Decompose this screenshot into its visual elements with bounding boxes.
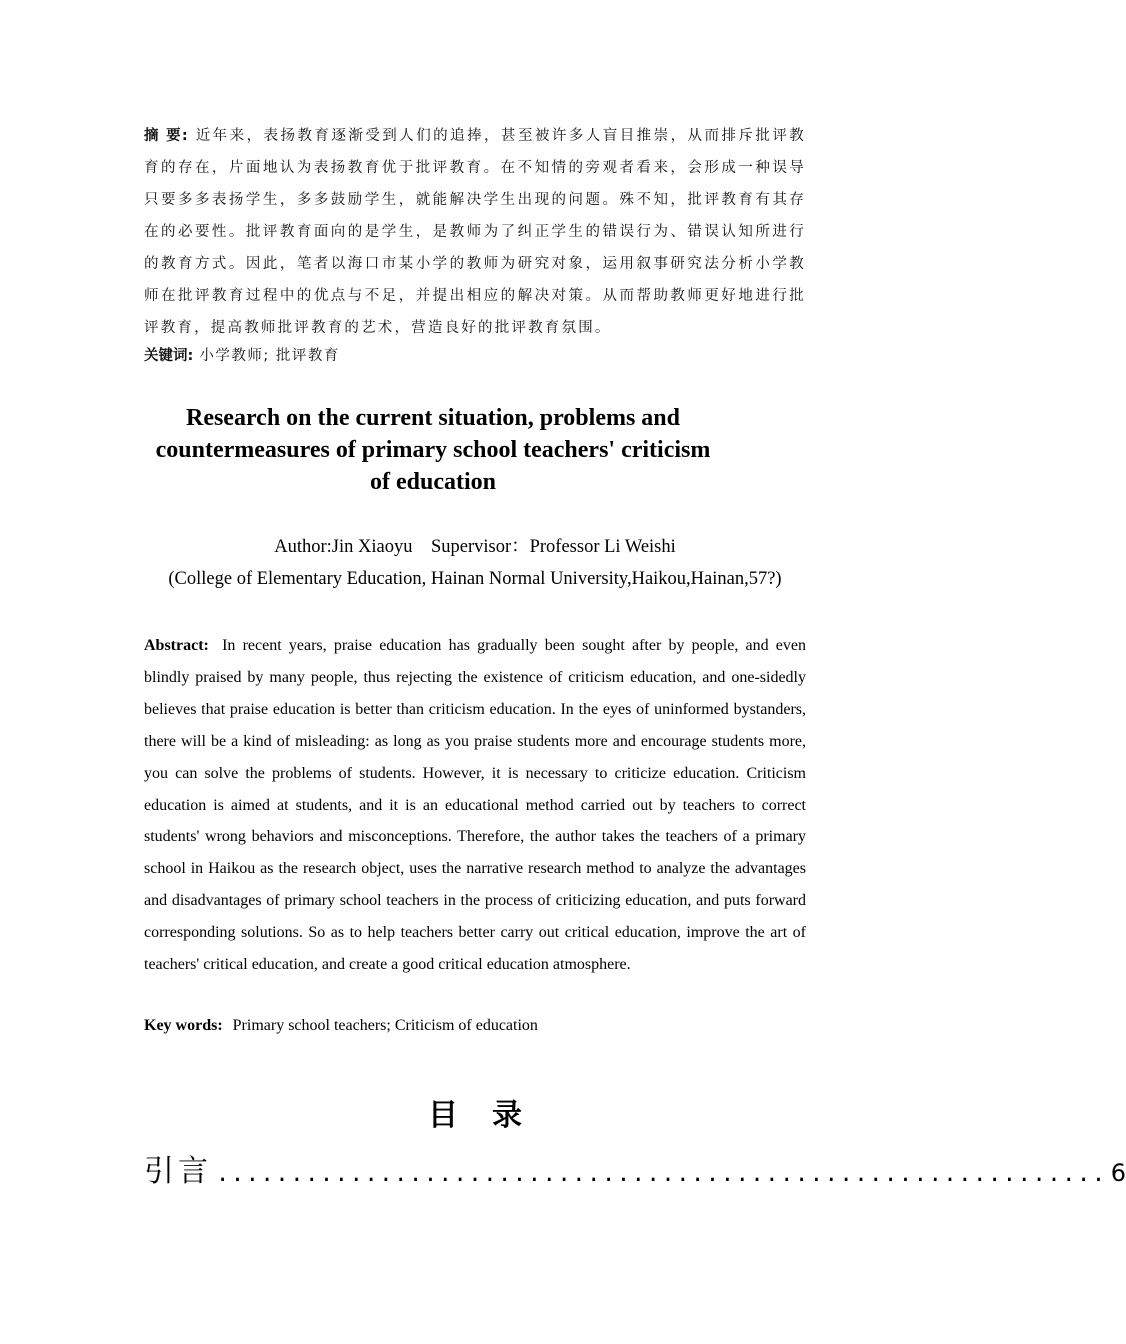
toc-entry-title[interactable]: 引言 xyxy=(144,1154,212,1189)
author-line: Author:Jin Xiaoyu Supervisor：Professor Li Weishi xyxy=(274,537,676,557)
chinese-keywords xyxy=(144,342,806,370)
affiliation: (College of Elementary Education, Hainan Normal University,Haikou,Hainan,57?) xyxy=(168,569,782,589)
toc-entry[interactable] xyxy=(144,1146,1126,1190)
toc-entry-leader: ............................................................ xyxy=(216,1162,1107,1187)
english-keywords-label: Key words: xyxy=(144,1017,223,1034)
toc-heading: 目录 xyxy=(428,1098,556,1133)
chinese-keywords-text: 小学教师; 批评教育 xyxy=(199,348,340,364)
english-abstract xyxy=(144,630,806,981)
chinese-abstract xyxy=(144,120,806,344)
chinese-abstract-label: 摘 要: xyxy=(144,128,189,144)
chinese-keywords-label: 关键词: xyxy=(144,348,194,364)
english-keywords-text: Primary school teachers; Criticism of education xyxy=(232,1017,538,1034)
english-keywords xyxy=(144,1012,806,1040)
english-abstract-label: Abstract: xyxy=(144,637,209,654)
english-title: Research on the current situation, problems and countermeasures of primary school teachers' criticism of education xyxy=(155,405,711,495)
english-abstract-text: In recent years, praise education has gradually been sought after by people, and even blindly praised by many people, thus rejecting the existence of criticism education, and one-sidedly believes that praise education is better than criticism education. In the eyes of uninformed bystanders, there will be a kind of misleading: as long as you praise students more and encourage students more, you can solve the problems of students. However, it is necessary to criticize education. Criticism education is aimed at students, and it is an educational method carried out by teachers to correct students' wrong behaviors and misconceptions. Therefore, the author takes the teachers of a primary school in Haikou as the research object, uses the narrative research method to analyze the advantages and disadvantages of primary school teachers in the process of criticizing education, and puts forward corresponding solutions. So as to help teachers better carry out critical education, improve the art of teachers' critical education, and create a good critical education atmosphere. xyxy=(144,637,807,974)
toc-entry-page[interactable]: 6 xyxy=(1110,1159,1126,1187)
chinese-abstract-text: 近年来，表扬教育逐渐受到人们的追捧，甚至被许多人盲目推崇，从而排斥批评教育的存在，片面地认为表扬教育优于批评教育。在不知情的旁观者看来，会形成一种误导只要多多表扬学生，多多鼓励学生，就能解决学生出现的问题。殊不知，批评教育有其存在的必要性。批评教育面向的是学生，是教师为了纠正学生的错误行为、错误认知所进行的教育方式。因此，笔者以海口市某小学的教师为研究对象，运用叙事研究法分析小学教师在批评教育过程中的优点与不足，并提出相应的解决对策。从而帮助教师更好地进行批评教育，提高教师批评教育的艺术，营造良好的批评教育氛围。 xyxy=(144,128,807,336)
